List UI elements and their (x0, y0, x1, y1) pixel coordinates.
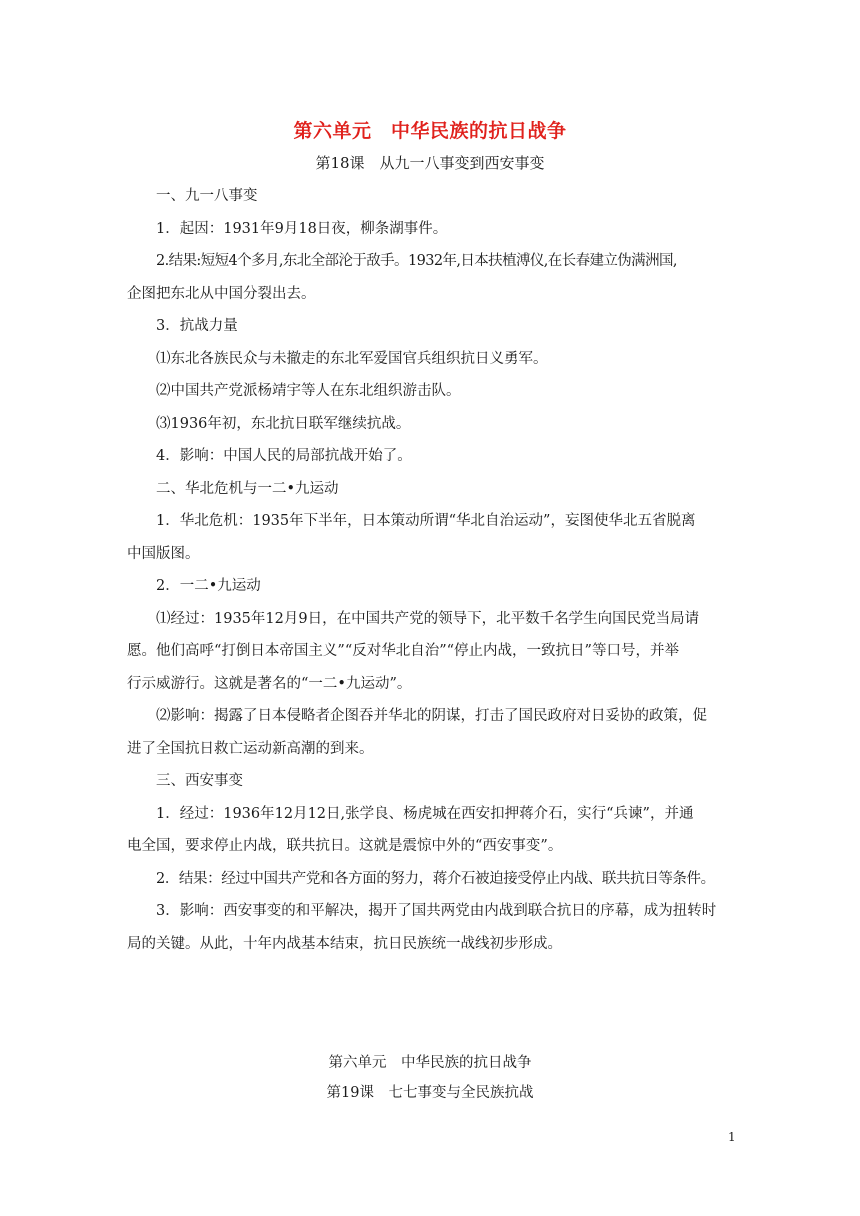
paragraph: 2.结果:短短4个多月,东北全部沦于敌手。1932年,日本扶植溥仪,在长春建立伪满洲国, (156, 253, 677, 269)
lesson-title: 第18课 从九一八事变到西安事变 (315, 154, 545, 172)
paragraph: ⑶1936年初，东北抗日联军继续抗战。 (156, 415, 411, 432)
section-heading: 二、华北危机与一二•九运动 (156, 480, 339, 497)
paragraph: 3．抗战力量 (156, 318, 238, 334)
paragraph: 2．一二•九运动 (156, 578, 261, 594)
paragraph-continuation: 进了全国抗日救亡运动新高潮的到来。 (127, 740, 374, 757)
paragraph: ⑴经过：1935年12月9日，在中国共产党的领导下，北平数千名学生向国民党当局请 (156, 610, 700, 627)
paragraph-continuation: 愿。他们高呼“打倒日本帝国主义”“反对华北自治”“停止内战，一致抗日”等口号，并举 (127, 643, 679, 659)
paragraph-continuation: 企图把东北从中国分裂出去。 (127, 285, 316, 302)
paragraph: 1．经过：1936年12月12日,张学良、杨虎城在西安扣押蒋介石，实行“兵谏”，并通 (156, 805, 694, 822)
paragraph: ⑴东北各族民众与未撤走的东北军爱国官兵组织抗日义勇军。 (156, 350, 548, 367)
paragraph: 2．结果：经过中国共产党和各方面的努力，蒋介石被迫接受停止内战、联共抗日等条件。 (156, 870, 715, 887)
paragraph: 3．影响：西安事变的和平解决，揭开了国共两党由内战到联合抗日的序幕，成为扭转时 (156, 903, 717, 919)
paragraph: 1．起因：1931年9月18日夜，柳条湖事件。 (156, 220, 448, 237)
paragraph-continuation: 局的关键。从此，十年内战基本结束，抗日民族统一战线初步形成。 (127, 935, 562, 952)
unit-title: 第六单元 中华民族的抗日战争 (293, 120, 567, 142)
lesson-body (127, 180, 737, 960)
paragraph: 1．华北危机：1935年下半年，日本策动所谓“华北自治运动”，妄图使华北五省脱离 (156, 513, 696, 529)
paragraph-continuation: 中国版图。 (127, 545, 200, 562)
section-heading: 一、九一八事变 (156, 188, 258, 204)
next-lesson-title: 第19课 七七事变与全民族抗战 (326, 1085, 534, 1101)
section-heading: 三、西安事变 (156, 773, 243, 789)
next-unit-title: 第六单元 中华民族的抗日战争 (328, 1055, 532, 1071)
paragraph: ⑵中国共产党派杨靖宇等人在东北组织游击队。 (156, 383, 461, 399)
paragraph-continuation: 行示威游行。这就是著名的“一二•九运动”。 (127, 675, 412, 692)
paragraph: 4．影响：中国人民的局部抗战开始了。 (156, 448, 412, 464)
paragraph: ⑵影响：揭露了日本侵略者企图吞并华北的阴谋，打击了国民政府对日妥协的政策，促 (156, 708, 707, 724)
page-number: 1 (728, 1130, 736, 1144)
paragraph-continuation: 电全国，要求停止内战，联共抗日。这就是震惊中外的“西安事变”。 (127, 838, 563, 854)
